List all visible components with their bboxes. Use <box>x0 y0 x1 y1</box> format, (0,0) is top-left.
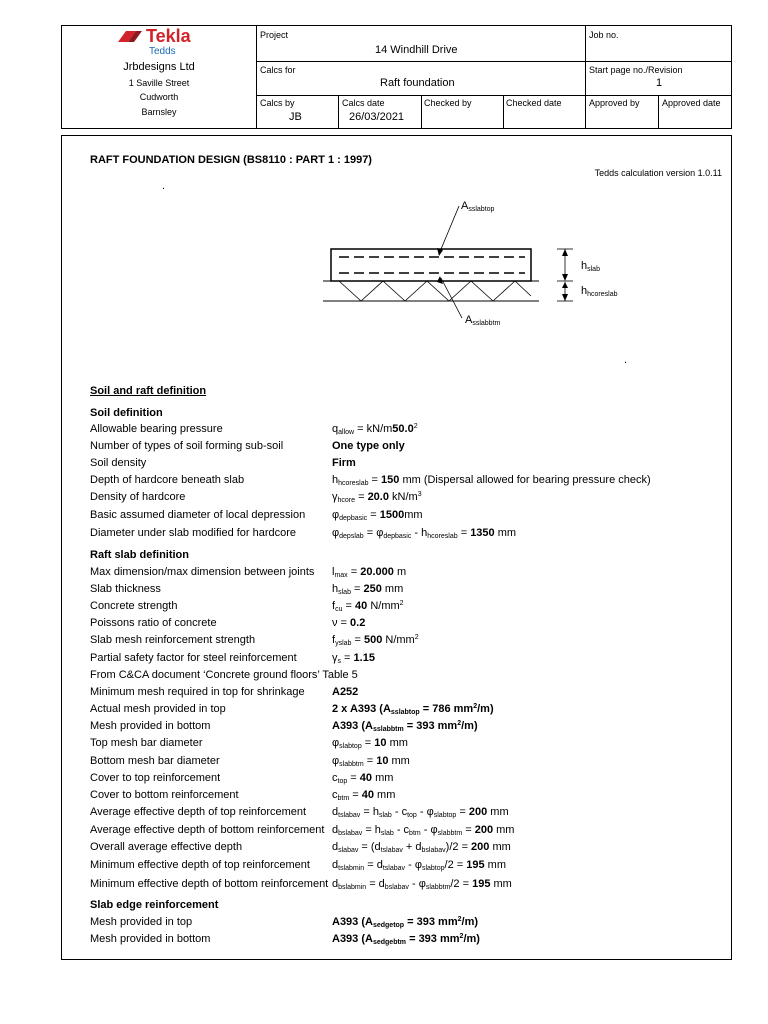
row-value-r21: $c_{btm} = 40$ mm <box>332 789 396 802</box>
row-label-r9: Slab thickness <box>90 583 161 595</box>
company-name: Jrbdesigns Ltd <box>123 61 195 73</box>
row-label-r7: Diameter under slab modified for hardcore <box>90 527 297 539</box>
row-label-r25: Minimum effective depth of top reinforcement <box>90 859 310 871</box>
row-label-r21: Cover to bottom reinforcement <box>90 789 239 801</box>
row-value-r17: A393 ($A_{sslabbtm} = 393$ $mm^2/m$) <box>332 720 478 733</box>
row-value-r1: $q_{allow} = kN/m50.0^2$ <box>332 423 418 436</box>
row-label-r26: Minimum effective depth of bottom reinforcement <box>90 878 329 890</box>
row-label-r24: Overall average effective depth <box>90 841 243 853</box>
calcsfor-label: Calcs for <box>260 65 296 75</box>
row-value-r25: $d_{tslabmin} = d_{tslabav} - \varphi_{slabtop}/2 = 195$ mm <box>332 859 507 872</box>
row-label-r14: From C&CA document ‘Concrete ground floors’ Table 5 <box>90 669 358 681</box>
row-value-r24: $d_{slabav} = (d_{tslabav} + d_{bslabav})/2 = 200$ mm <box>332 841 511 854</box>
row-value-r12: $f_{yslab} = 500$ $N/mm^2$ <box>332 634 419 647</box>
row-label-r22: Average effective depth of top reinforcement <box>90 806 307 818</box>
row-value-r2: One type only <box>332 440 405 452</box>
doc-version: Tedds calculation version 1.0.11 <box>594 168 722 178</box>
calcsfor-value: Raft foundation <box>380 77 455 89</box>
row-value-r4: $h_{hcoreslab} = 150$ mm (Dispersal allowed for bearing pressure check) <box>332 474 651 487</box>
section-edge: Slab edge reinforcement <box>90 899 219 911</box>
logo-subtext: Tedds <box>149 46 176 57</box>
calc-sheet <box>61 135 732 960</box>
row-label-r5: Density of hardcore <box>90 491 186 503</box>
row-label-r3: Soil density <box>90 457 147 469</box>
row-label-r11: Poissons ratio of concrete <box>90 617 217 629</box>
row-label-r27: Mesh provided in top <box>90 916 193 928</box>
row-value-r9: $h_{slab} = 250$ mm <box>332 583 404 596</box>
tekla-logo-icon <box>116 28 146 48</box>
row-value-r23: $d_{bslabav} = h_{slab} - c_{btm} - \varphi_{slabbtm} = 200$ mm <box>332 824 515 837</box>
row-label-r6: Basic assumed diameter of local depression <box>90 509 306 521</box>
checkedby-label: Checked by <box>424 98 472 108</box>
row-label-r8: Max dimension/max dimension between joints <box>90 566 315 578</box>
dot-mark-2: . <box>624 354 628 366</box>
row-label-r17: Mesh provided in bottom <box>90 720 211 732</box>
row-value-r5: $\gamma_{hcore} = 20.0$ $kN/m^3$ <box>332 491 422 504</box>
row-label-r4: Depth of hardcore beneath slab <box>90 474 245 486</box>
approveddate-label: Approved date <box>662 98 721 108</box>
row-value-r20: $c_{top} = 40$ mm <box>332 772 394 785</box>
row-value-r16: 2 x A393 ($A_{sslabtop} = 786$ $mm^2/m$) <box>332 703 494 716</box>
label-asslabtop: $A_{sslabtop}$ <box>461 200 495 213</box>
project-label: Project <box>260 30 289 40</box>
label-hslab: $h_{slab}$ <box>581 260 600 273</box>
row-label-r13: Partial safety factor for steel reinforcement <box>90 652 297 664</box>
address-line-1: 1 Saville Street <box>128 78 190 88</box>
label-asslabbtm: $A_{sslabbtm}$ <box>465 314 501 327</box>
row-label-r1: Allowable bearing pressure <box>90 423 223 435</box>
doc-title: RAFT FOUNDATION DESIGN (BS8110 : PART 1 : 1997) <box>90 154 372 166</box>
label-hhcoreslab: $h_{hcoreslab}$ <box>581 285 618 298</box>
checkeddate-label: Checked date <box>506 98 562 108</box>
calcsby-value: JB <box>289 111 302 123</box>
row-label-r2: Number of types of soil forming sub-soil <box>90 440 284 452</box>
row-label-r23: Average effective depth of bottom reinforcement <box>90 824 325 836</box>
row-value-r6: $\varphi_{depbasic} = 1500mm$ <box>332 509 423 522</box>
logo-text: Tekla <box>146 26 191 46</box>
section-raft: Raft slab definition <box>90 549 189 561</box>
row-value-r18: $\varphi_{slabtop} = 10$ mm <box>332 737 408 750</box>
row-label-r28: Mesh provided in bottom <box>90 933 211 945</box>
row-value-r13: $\gamma_s = 1.15$ <box>332 652 375 665</box>
dot-mark: . <box>162 180 166 192</box>
address-line-3: Barnsley <box>141 107 177 117</box>
row-value-r7: $\varphi_{depslab} = \varphi_{depbasic} - h_{hcoreslab} = 1350$ mm <box>332 527 517 540</box>
row-label-r12: Slab mesh reinforcement strength <box>90 634 256 646</box>
row-label-r10: Concrete strength <box>90 600 178 612</box>
row-value-r19: $\varphi_{slabbtm} = 10$ mm <box>332 755 410 768</box>
jobno-label: Job no. <box>589 30 619 40</box>
row-value-r3: Firm <box>332 457 356 469</box>
approvedby-label: Approved by <box>589 98 640 108</box>
row-value-r28: A393 ($A_{sedgebtm} = 393$ $mm^2/m$) <box>332 933 480 946</box>
header-box <box>61 25 732 129</box>
row-label-r19: Bottom mesh bar diameter <box>90 755 220 767</box>
row-value-r15: A252 <box>332 686 359 698</box>
calcsdate-label: Calcs date <box>342 98 385 108</box>
calcsdate-value: 26/03/2021 <box>349 111 405 123</box>
address-line-2: Cudworth <box>139 92 179 102</box>
row-label-r18: Top mesh bar diameter <box>90 737 203 749</box>
section-soil: Soil definition <box>90 407 163 419</box>
row-value-r22: $d_{tslabav} = h_{slab} - c_{top} - \varphi_{slabtop} = 200$ mm <box>332 806 509 819</box>
calcsby-label: Calcs by <box>260 98 295 108</box>
section-soil-raft: Soil and raft definition <box>90 385 207 397</box>
project-value: 14 Windhill Drive <box>375 44 458 56</box>
startpage-label: Start page no./Revision <box>589 65 683 75</box>
row-value-r8: $l_{max} = 20.000$ m <box>332 566 407 579</box>
row-label-r20: Cover to top reinforcement <box>90 772 221 784</box>
row-value-r11: ν = 0.2 <box>332 617 366 629</box>
startpage-value: 1 <box>656 77 663 89</box>
row-value-r26: $d_{bslabmin} = d_{bslabav} - \varphi_{slabbtm}/2 = 195$ mm <box>332 878 512 891</box>
row-value-r10: $f_{cu} = 40$ $N/mm^2$ <box>332 600 404 613</box>
row-label-r16: Actual mesh provided in top <box>90 703 226 715</box>
row-value-r27: A393 ($A_{sedgetop} = 393$ $mm^2/m$) <box>332 916 479 929</box>
row-label-r15: Minimum mesh required in top for shrinkage <box>90 686 305 698</box>
